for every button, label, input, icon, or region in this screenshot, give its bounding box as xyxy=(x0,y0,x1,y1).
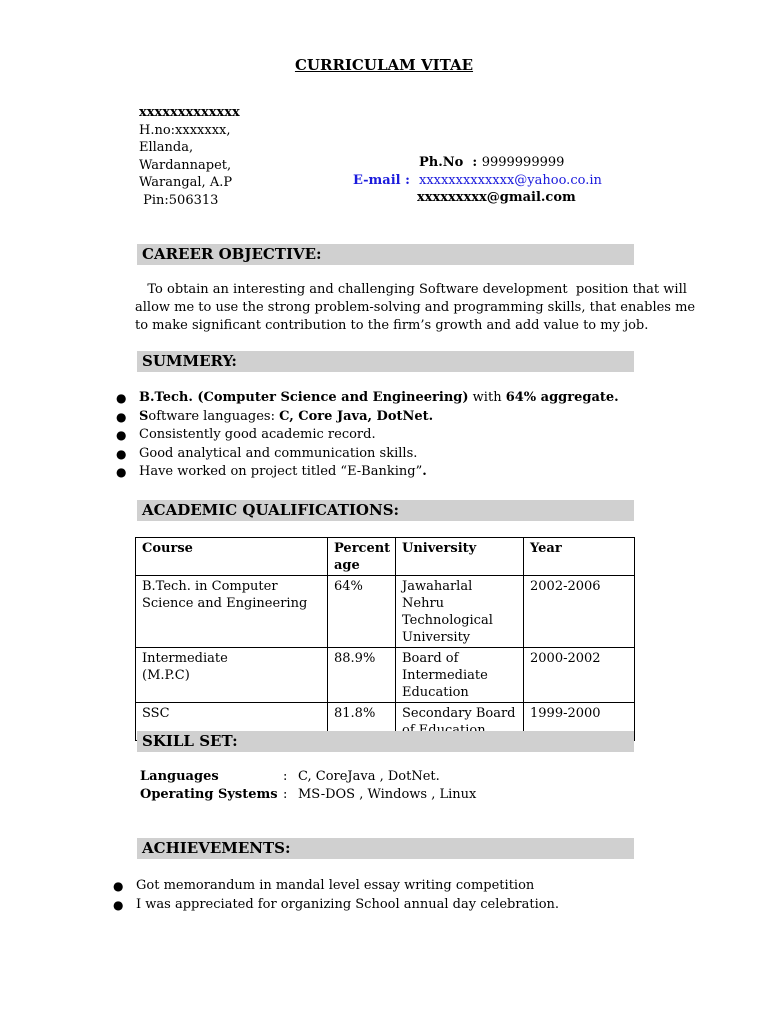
academic-heading xyxy=(137,500,634,521)
table-cell: Board of Intermediate Education xyxy=(396,648,524,703)
table-cell: SSC xyxy=(136,703,328,741)
table-cell: 88.9% xyxy=(328,648,396,703)
email-value[interactable]: xxxxxxxxxxxxx@yahoo.co.in xyxy=(418,173,602,188)
achievements-heading xyxy=(137,838,634,859)
table-row xyxy=(136,648,635,703)
objective-line: allow me to use the strong problem-solving and programming skills, that enables me xyxy=(135,300,696,315)
table-header-row xyxy=(136,538,635,576)
skill-separator: : xyxy=(283,787,288,802)
skill-value: C, CoreJava , DotNet. xyxy=(298,769,440,784)
skills-block xyxy=(140,768,540,804)
address-line: H.no:xxxxxxx, xyxy=(139,122,231,138)
table-cell: Jawaharlal Nehru Technological University xyxy=(396,576,524,648)
address-line: Warangal, A.P xyxy=(139,175,233,190)
list-item: ● Have worked on project titled “E-Banking”. xyxy=(139,463,619,482)
table-row xyxy=(136,576,635,648)
skill-separator: : xyxy=(283,769,288,784)
objective-line: to make significant contribution to the firm’s growth and add value to my job. xyxy=(135,318,649,333)
bullet-icon: ● xyxy=(116,465,127,479)
bullet-icon: ● xyxy=(116,446,127,461)
skill-row-os xyxy=(140,786,540,804)
bullet-icon: ● xyxy=(116,391,127,405)
summary-list xyxy=(116,389,619,482)
skills-heading xyxy=(137,731,634,752)
objective-line: To obtain an interesting and challenging Software development position that will xyxy=(135,282,687,297)
skill-label: Languages xyxy=(140,769,219,784)
column-header: University xyxy=(396,538,524,576)
skill-value: MS-DOS , Windows , Linux xyxy=(298,787,477,802)
list-item: ● I was appreciated for organizing School annual day celebration. xyxy=(136,896,559,915)
skill-label: Operating Systems xyxy=(140,787,278,802)
table-cell: 1999-2000 xyxy=(524,703,635,741)
achievements-list xyxy=(113,877,560,914)
address-block xyxy=(139,104,240,209)
list-item: ● Software languages: C, Core Java, DotNet. xyxy=(139,408,619,427)
section-title: CAREER OBJECTIVE: xyxy=(142,245,322,263)
candidate-name: xxxxxxxxxxxxx xyxy=(139,105,240,120)
document-title: CURRICULAM VITAE xyxy=(294,56,474,74)
academic-table xyxy=(135,537,635,741)
objective-paragraph xyxy=(135,281,696,335)
career-objective-heading xyxy=(137,244,634,265)
table-cell: 2000-2002 xyxy=(524,648,635,703)
table-cell: 2002-2006 xyxy=(524,576,635,648)
section-title: SUMMERY: xyxy=(142,352,237,370)
bullet-icon: ● xyxy=(116,428,127,442)
section-title: ACADEMIC QUALIFICATIONS: xyxy=(142,501,400,519)
list-item: ● Good analytical and communication skills. xyxy=(139,445,619,464)
address-pin: Pin:506313 xyxy=(139,192,219,208)
table-cell: 64% xyxy=(328,576,396,648)
table-cell: 81.8% xyxy=(328,703,396,741)
section-title: ACHIEVEMENTS: xyxy=(142,839,291,857)
email-secondary[interactable]: xxxxxxxxx@gmail.com xyxy=(417,190,576,205)
email-line xyxy=(353,173,602,188)
phone-value: 9999999999 xyxy=(481,155,565,170)
table-cell: B.Tech. in Computer Science and Engineering xyxy=(136,576,328,648)
column-header: Course xyxy=(136,538,328,576)
bullet-icon: ● xyxy=(113,897,124,912)
list-item: ● B.Tech. (Computer Science and Engineering) with 64% aggregate. xyxy=(139,389,619,408)
address-line: Wardannapet, xyxy=(139,157,232,173)
column-header: Year xyxy=(524,538,635,576)
bullet-icon: ● xyxy=(116,409,127,424)
phone-label: Ph.No : xyxy=(419,155,482,170)
email-label: E-mail : xyxy=(353,173,419,188)
table-cell: Secondary Board xyxy=(396,703,524,741)
list-item: ● Got memorandum in mandal level essay writing competition xyxy=(136,877,559,896)
summary-heading xyxy=(137,351,634,372)
bullet-icon: ● xyxy=(113,879,124,893)
column-header: Percent age xyxy=(328,538,396,576)
section-title: SKILL SET: xyxy=(142,732,238,750)
skill-row-languages xyxy=(140,768,540,786)
phone-line xyxy=(419,155,564,170)
list-item: ● Consistently good academic record. xyxy=(139,426,619,445)
table-cell: Intermediate (M.P.C) xyxy=(136,648,328,703)
address-line: Ellanda, xyxy=(139,140,194,155)
